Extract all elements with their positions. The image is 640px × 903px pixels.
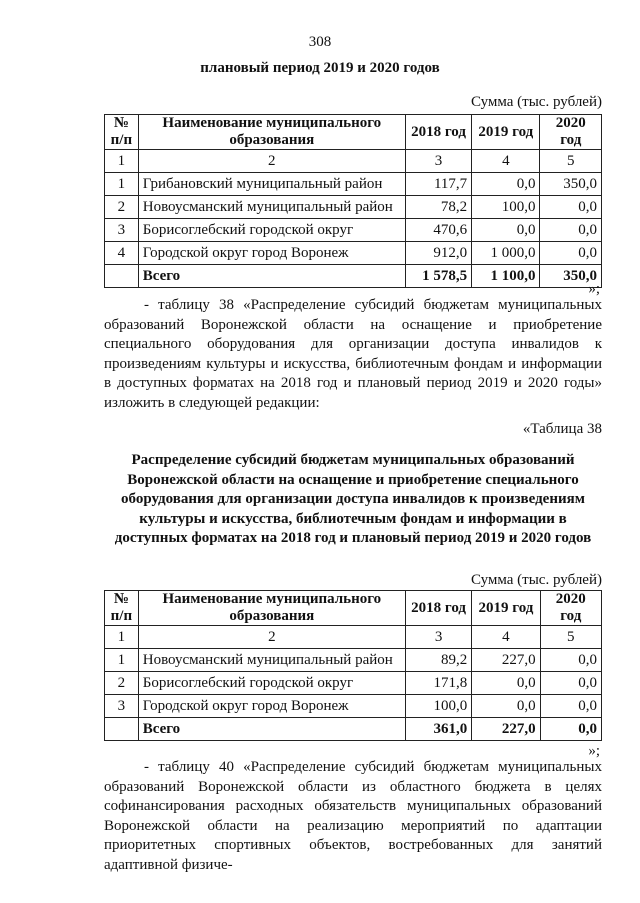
- row-name: Борисоглебский городской округ: [138, 672, 405, 695]
- total-2018: 361,0: [405, 718, 471, 741]
- index-cell: 2: [138, 150, 405, 173]
- row-2020: 350,0: [540, 173, 602, 196]
- row-2018: 117,7: [405, 173, 471, 196]
- row-num: 1: [105, 649, 139, 672]
- total-2020: 350,0: [540, 265, 602, 288]
- header-num: № п/п: [105, 115, 139, 150]
- header-name: Наименование муниципального образования: [138, 115, 405, 150]
- table-38-title: Распределение субсидий бюджетам муниципальных образований Воронежской области на оснащение и приобретение специального оборудования для организации доступа инвалидов к произведениям культуры и искусства, библиотечным фондам и информации в доступных форматах на 2018 год и плановый период 2019 и 2020 годов: [114, 452, 592, 546]
- header-2020: 2020 год: [540, 115, 602, 150]
- row-2019: 227,0: [472, 649, 540, 672]
- row-2019: 0,0: [472, 173, 540, 196]
- table-reference: «Таблица 38: [522, 421, 602, 437]
- row-2019: 1 000,0: [472, 242, 540, 265]
- row-num: 4: [105, 242, 139, 265]
- total-row: [105, 265, 602, 288]
- row-2020: 0,0: [540, 196, 602, 219]
- quote-end: »;: [588, 281, 600, 297]
- index-cell: 5: [540, 626, 601, 649]
- row-name: Городской округ город Воронеж: [138, 242, 405, 265]
- index-row: [105, 626, 602, 649]
- total-2019: 1 100,0: [472, 265, 540, 288]
- header-2018: 2018 год: [405, 591, 471, 626]
- row-2019: 100,0: [472, 196, 540, 219]
- row-2020: 0,0: [540, 672, 601, 695]
- header-2019: 2019 год: [472, 115, 540, 150]
- row-2019: 0,0: [472, 219, 540, 242]
- row-name: Новоусманский муниципальный район: [138, 196, 405, 219]
- header-2020: 2020 год: [540, 591, 601, 626]
- table-row: [105, 196, 602, 219]
- row-2019: 0,0: [472, 695, 540, 718]
- table-header-row: [105, 115, 602, 150]
- amendment-paragraph-2: - таблицу 40 «Распределение субсидий бюджетам муниципальных образований Воронежской области из областного бюджета в целях софинансирования расходных обязательств муниципальных образований Воронежской области на реализацию мероприятий по адаптации приоритетных спортивных объектов, востребованных для занятий адаптивной физиче-: [104, 759, 602, 873]
- plan-period-title: плановый период 2019 и 2020 годов: [200, 60, 440, 76]
- total-2020: 0,0: [540, 718, 601, 741]
- table-row: [105, 649, 602, 672]
- row-2018: 89,2: [405, 649, 471, 672]
- total-2018: 1 578,5: [405, 265, 471, 288]
- sum-unit-label: Сумма (тыс. рублей): [470, 94, 602, 110]
- row-2018: 100,0: [405, 695, 471, 718]
- row-2018: 171,8: [405, 672, 471, 695]
- table-row: [105, 242, 602, 265]
- subsidy-table-1: [104, 114, 602, 288]
- total-row: [105, 718, 602, 741]
- row-2018: 78,2: [405, 196, 471, 219]
- row-num: 3: [105, 695, 139, 718]
- header-num: № п/п: [105, 591, 139, 626]
- row-2018: 912,0: [405, 242, 471, 265]
- header-2019: 2019 год: [472, 591, 540, 626]
- row-name: Городской округ город Воронеж: [138, 695, 405, 718]
- header-2018: 2018 год: [405, 115, 471, 150]
- total-empty-cell: [105, 265, 139, 288]
- table-row: [105, 219, 602, 242]
- quote-end: »;: [588, 743, 600, 759]
- row-2020: 0,0: [540, 649, 601, 672]
- row-2018: 470,6: [405, 219, 471, 242]
- row-name: Грибановский муниципальный район: [138, 173, 405, 196]
- header-name: Наименование муниципального образования: [138, 591, 405, 626]
- index-cell: 4: [472, 626, 540, 649]
- total-empty-cell: [105, 718, 139, 741]
- amendment-paragraph-1: - таблицу 38 «Распределение субсидий бюджетам муниципальных образований Воронежской области на оснащение и приобретение специального оборудования для организации доступа инвалидов к произведениям культуры и искусства, библиотечным фондам и информации в доступных форматах на 2018 год и плановый период 2019 и 2020 годы» изложить в следующей редакции:: [104, 297, 602, 411]
- row-num: 3: [105, 219, 139, 242]
- index-row: [105, 150, 602, 173]
- row-2020: 0,0: [540, 219, 602, 242]
- row-num: 2: [105, 672, 139, 695]
- row-2020: 0,0: [540, 242, 602, 265]
- index-cell: 1: [105, 626, 139, 649]
- total-2019: 227,0: [472, 718, 540, 741]
- table-row: [105, 695, 602, 718]
- row-name: Борисоглебский городской округ: [138, 219, 405, 242]
- sum-unit-label: Сумма (тыс. рублей): [470, 572, 602, 588]
- subsidy-table-38: [104, 590, 602, 741]
- total-label: Всего: [138, 265, 405, 288]
- index-cell: 4: [472, 150, 540, 173]
- index-cell: 2: [138, 626, 405, 649]
- table-header-row: [105, 591, 602, 626]
- page-number: 308: [308, 34, 332, 50]
- total-label: Всего: [138, 718, 405, 741]
- row-name: Новоусманский муниципальный район: [138, 649, 405, 672]
- row-num: 1: [105, 173, 139, 196]
- table-row: [105, 672, 602, 695]
- table-row: [105, 173, 602, 196]
- row-2019: 0,0: [472, 672, 540, 695]
- index-cell: 3: [405, 150, 471, 173]
- row-num: 2: [105, 196, 139, 219]
- row-2020: 0,0: [540, 695, 601, 718]
- index-cell: 1: [105, 150, 139, 173]
- index-cell: 5: [540, 150, 602, 173]
- index-cell: 3: [405, 626, 471, 649]
